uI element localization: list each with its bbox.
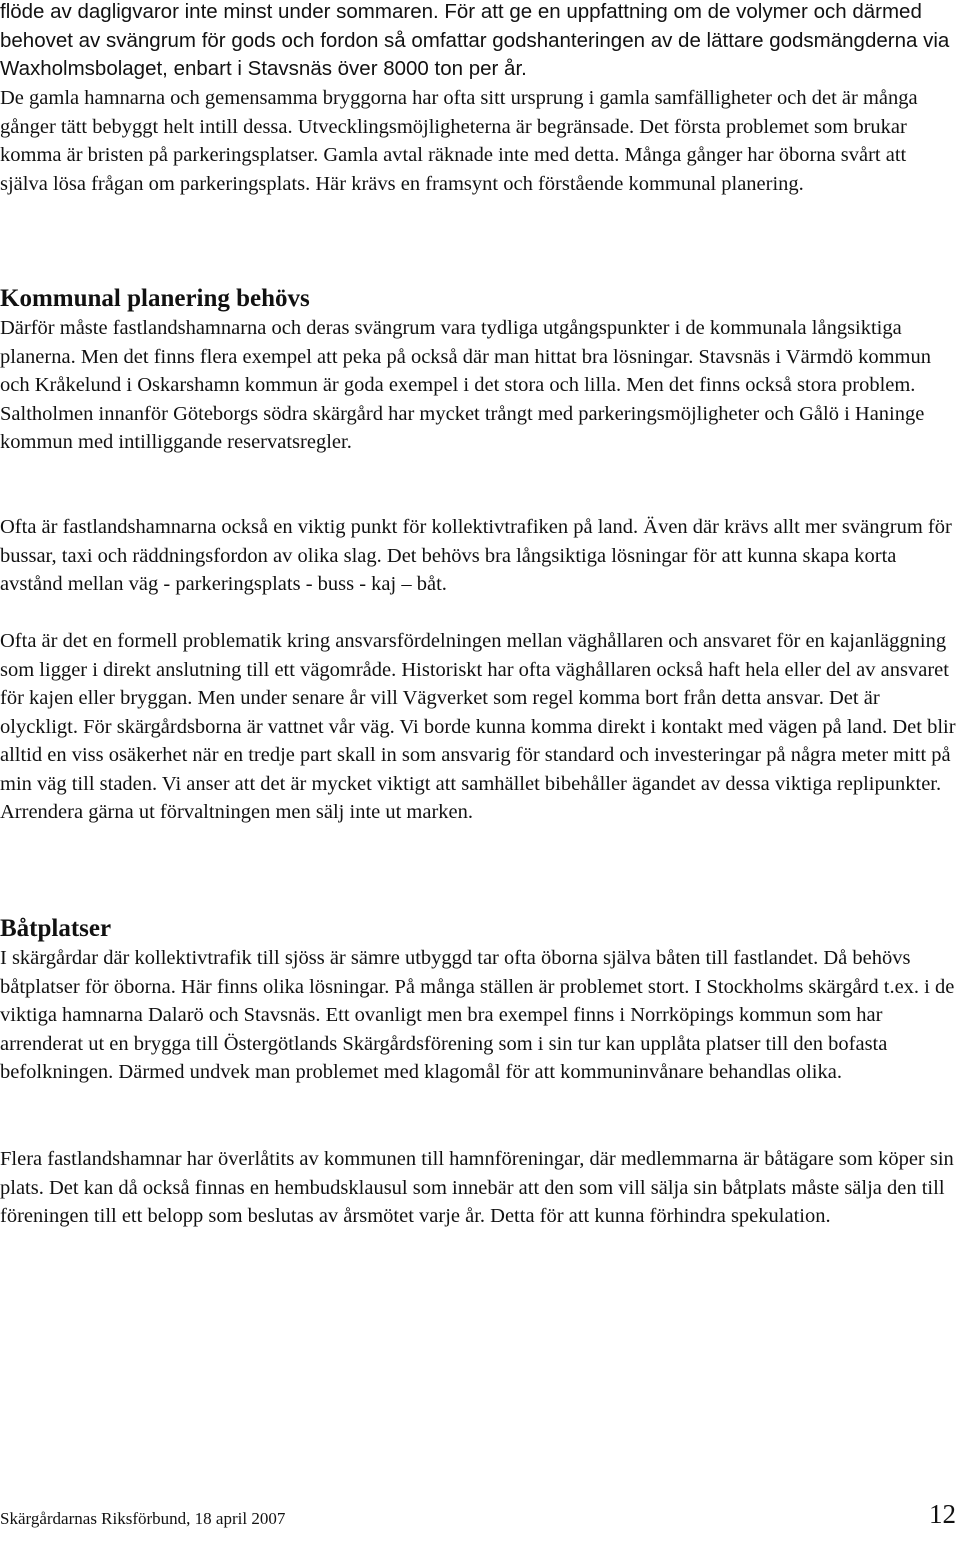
section-heading-batplatser: Båtplatser [0, 915, 112, 942]
section-1-paragraph-1: Därför måste fastlandshamnarna och deras svängrum vara tydliga utgångspunkter i de kommunala långsiktiga planerna. Men det finns flera exempel att peka på också där man hittat bra lösningar. Stavsnäs i Värmdö kommun och Kråkelund i Oskarshamn kommun är goda exempel i det stora och lilla. Men det finns också stora problem. Saltholmen innanför Göteborgs södra skärgård har mycket trångt med parkeringsmöjligheter och Gålö i Haninge kommun med intilliggande reservatsregler. [0, 317, 931, 453]
intro-paragraph-1: flöde av dagligvaror inte minst under sommaren. För att ge en uppfattning om de volymer och därmed behovet av svängrum för gods och fordon så omfattar godshanteringen av de lättare godsmängderna via Waxholmsbolaget, enbart i Stavsnäs över 8000 ton per år. [0, 0, 950, 80]
footer-organization-date: Skärgårdarnas Riksförbund, 18 april 2007 [0, 1509, 286, 1528]
section-2-paragraph-2: Flera fastlandshamnar har överlåtits av kommunen till hamnföreningar, där medlemmarna är båtägare som köper sin plats. Det kan då också finnas en hembudsklausul som innebär att den som vill sälja sin båtplats måste sälja den till föreningen till ett belopp som beslutas av årsmötet varje år. Detta för att kunna förhindra spekulation. [0, 1148, 954, 1227]
page-number: 12 [929, 1499, 956, 1529]
section-1-paragraph-3: Ofta är det en formell problematik kring ansvarsfördelningen mellan väghållaren och ansvaret för en kajanläggning som ligger i direkt anslutning till ett vägområde. Historiskt har ofta väghållaren också haft hela eller del av ansvaret för kajen eller bryggan. Men under senare år vill Vägverket som regel komma bort från detta ansvar. Det är olyckligt. För skärgårdsborna är vattnet vår väg. Vi borde kunna komma direkt i kontakt med vägen på land. Det blir alltid en viss osäkerhet när en tredje part skall in som ansvarig för standard och investeringar på några meter mitt på min väg till staden. Vi anser att det är mycket viktigt att samhället bibehåller ägandet av dessa viktiga replipunkter. Arrendera gärna ut förvaltningen men sälj inte ut marken. [0, 630, 956, 823]
section-1-paragraph-2: Ofta är fastlandshamnarna också en viktig punkt för kollektivtrafiken på land. Även där krävs allt mer svängrum för bussar, taxi och räddningsfordon av olika slag. Det behövs bra långsiktiga lösningar för att kunna skapa korta avstånd mellan väg - parkeringsplats - buss - kaj – båt. [0, 516, 952, 595]
section-2-paragraph-1: I skärgårdar där kollektivtrafik till sjöss är sämre utbyggd tar ofta öborna själva båten till fastlandet. Då behövs båtplatser för öborna. Här finns olika lösningar. På många ställen är problemet stort. I Stockholms skärgård t.ex. i de viktiga hamnarna Dalarö och Stavsnäs. Ett ovanligt men bra exempel finns i Norrköpings kommun som har arrenderat ut en brygga till Östergötlands Skärgårdsförening som i sin tur kan upplåta platser till den bofasta befolkningen. Därmed undvek man problemet med klagomål för att kommuninvånare behandlas olika. [0, 947, 955, 1083]
section-heading-kommunal-planering: Kommunal planering behövs [0, 285, 310, 312]
intro-paragraph-2: De gamla hamnarna och gemensamma bryggorna har ofta sitt ursprung i gamla samfälligheter och det är många gånger tätt bebyggt helt intill dessa. Utvecklingsmöjligheterna är begränsade. Det första problemet som brukar komma är bristen på parkeringsplatser. Gamla avtal räknade inte med detta. Många gånger har öborna svårt att själva lösa frågan om parkeringsplats. Här krävs en framsynt och förstående kommunal planering. [0, 87, 918, 195]
